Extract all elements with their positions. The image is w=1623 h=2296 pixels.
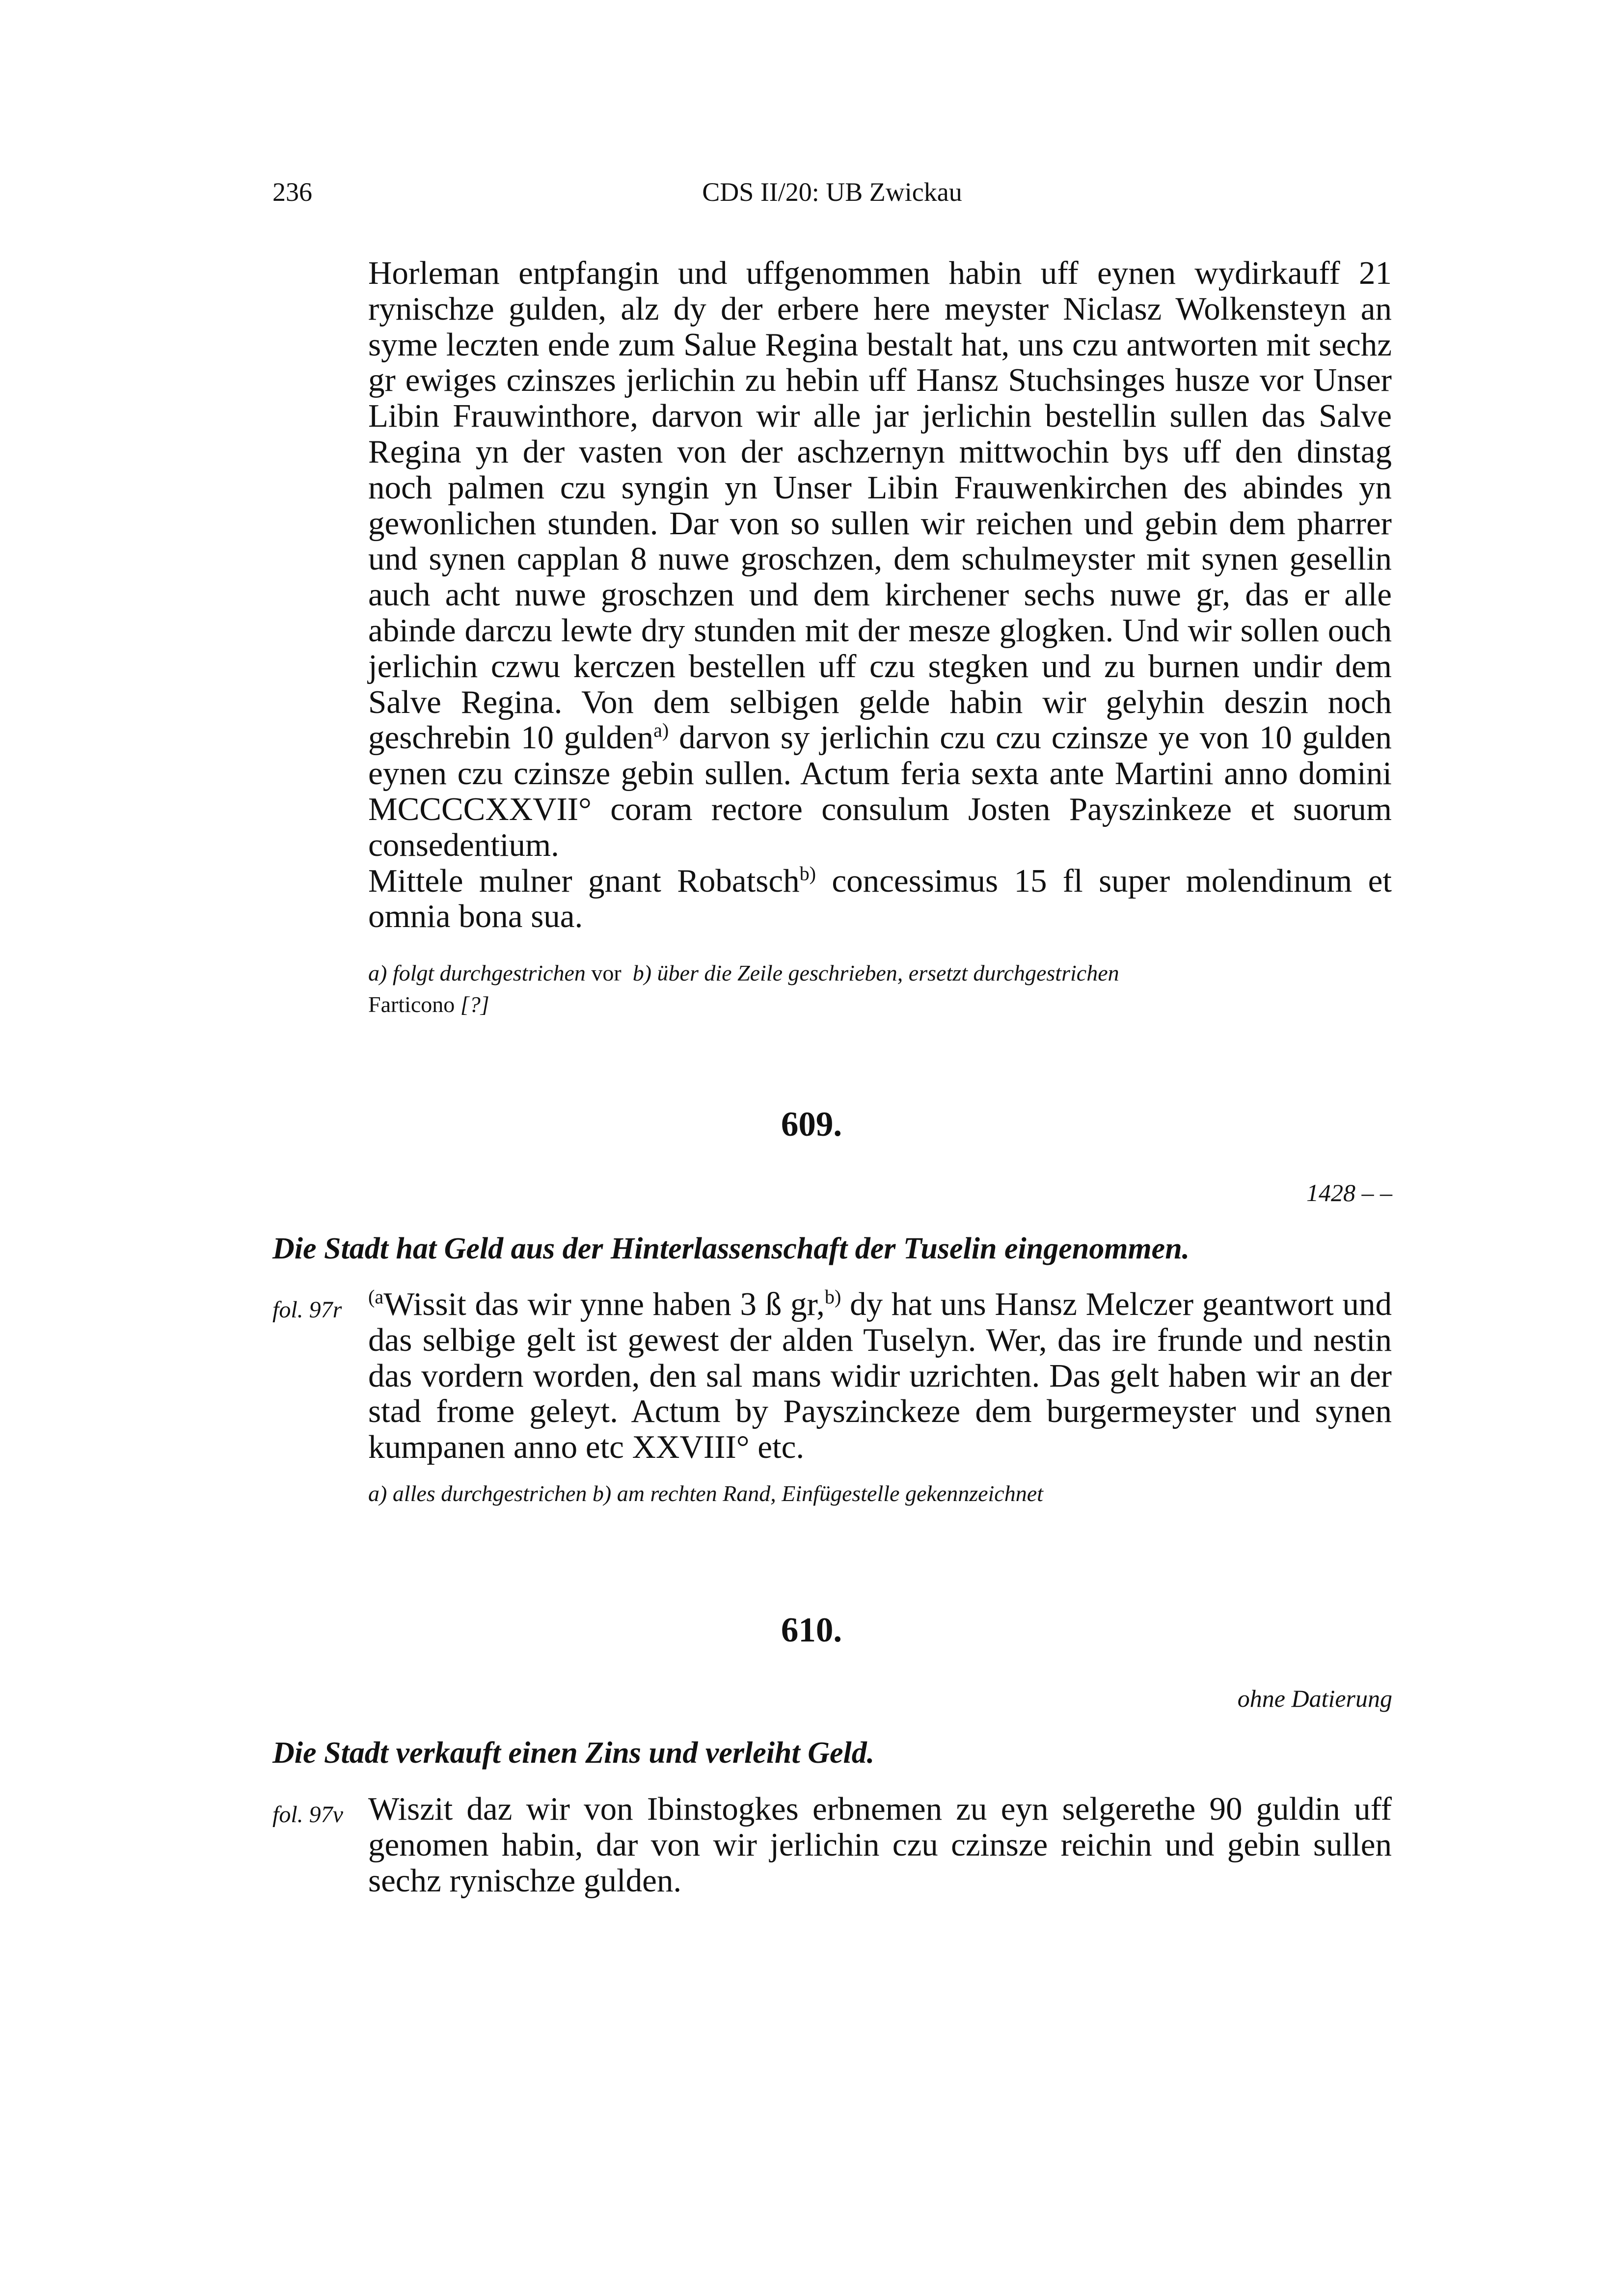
continued-paragraph-2: Mittele mulner gnant Robatsch$^{b)}$ concessimus 15 fl super molendinum et omnia bona sua.	[368, 862, 1392, 935]
continued-entry-text	[368, 255, 1392, 934]
entry-date-610: ohne Datierung	[1237, 1685, 1392, 1712]
entry-text-610: Wiszit daz wir von Ibinstogkes erbnemen zu eyn selgerethe 90 guldin uff genomen habin, dar von wir jerlichin czu czinsze reichin und gebin sullen sechz rynischze gulden.	[368, 1791, 1392, 1899]
footnote-marker-b: b)	[799, 862, 816, 885]
footnote-marker-a: a	[375, 1285, 384, 1308]
page-number: 236	[272, 177, 312, 207]
continued-footnotes: a) folgt durchgestrichen vor b) über die Zeile geschrieben, ersetzt durchgestrichen Farticono [?]	[368, 960, 1119, 1017]
folio-ref-609: fol. 97r	[272, 1297, 342, 1323]
folio-ref-610: fol. 97v	[272, 1802, 343, 1828]
page-header	[272, 177, 1392, 216]
footnote-marker-a: a)	[653, 719, 669, 742]
entry-heading-609: Die Stadt hat Geld aus der Hinterlassenschaft der Tuselin eingenommen.	[272, 1232, 1190, 1265]
footnote-marker-b: b)	[824, 1285, 841, 1308]
entry-number-610: 610.	[781, 1611, 842, 1649]
footnotes-609: a) alles durchgestrichen b) am rechten Rand, Einfügestelle gekennzeichnet	[368, 1481, 1043, 1506]
continued-paragraph: Horleman entpfangin und uffgenommen habin uff eynen wydirkauff 21 rynischze gulden, alz dy der erbere here meyster Niclasz Wolkensteyn an syme leczten ende zum Salue Regina bestalt hat, uns czu antworten mit sechz gr ewiges czinszes jerlichin zu hebin uff Hansz Stuchsinges husze vor Unser Libin Frauwinthore, darvon wir alle jar jerlichin bestellin sullen das Salve Regina yn der vasten von der aschzernyn mittwochin bys uff den dinstag noch palmen czu syngin yn Unser Libin Frauwenkirchen des abindes yn gewonlichen stunden. Dar von so sullen wir reichen und gebin dem pharrer und synen capplan 8 nuwe groschzen, dem schulmeyster mit synen gesellin auch acht nuwe groschzen und dem kirchener sechs nuwe gr, das er alle abinde darczu lewte dry stunden mit der mesze glogken. Und wir sollen ouch jerlichin czwu kerczen bestellen uff czu stegken und zu burnen undir dem Salve Regina. Von dem selbigen gelde habin wir gelyhin deszin noch geschrebin 10 gulden$^{a)}$ darvon sy jerlichin czu czu czinsze ye von 10 gulden eynen czu czinsze gebin sullen. Actum feria sexta ante Martini anno domini MCCCCXXVII° coram rectore consulum Josten Payszinkeze et suorum consedentium.	[368, 255, 1392, 863]
entry-date-609: 1428 – –	[1306, 1179, 1392, 1206]
entry-text-609: $^{(a}$Wissit das wir ynne haben 3 ß gr,$^{b)}$ dy hat uns Hansz Melczer geantwort und das selbige gelt ist gewest der alden Tuselyn. Wer, das ire frunde und nestin das vordern worden, den sal mans widir uzrichten. Das gelt haben wir an der stad frome geleyt. Actum by Payszinckeze dem burgermeyster und synen kumpanen anno etc XXVIII° etc.	[368, 1285, 1392, 1466]
entry-number-609: 609.	[781, 1105, 842, 1144]
running-title: CDS II/20: UB Zwickau	[702, 177, 962, 207]
entry-heading-610: Die Stadt verkauft einen Zins und verleiht Geld.	[272, 1736, 875, 1770]
